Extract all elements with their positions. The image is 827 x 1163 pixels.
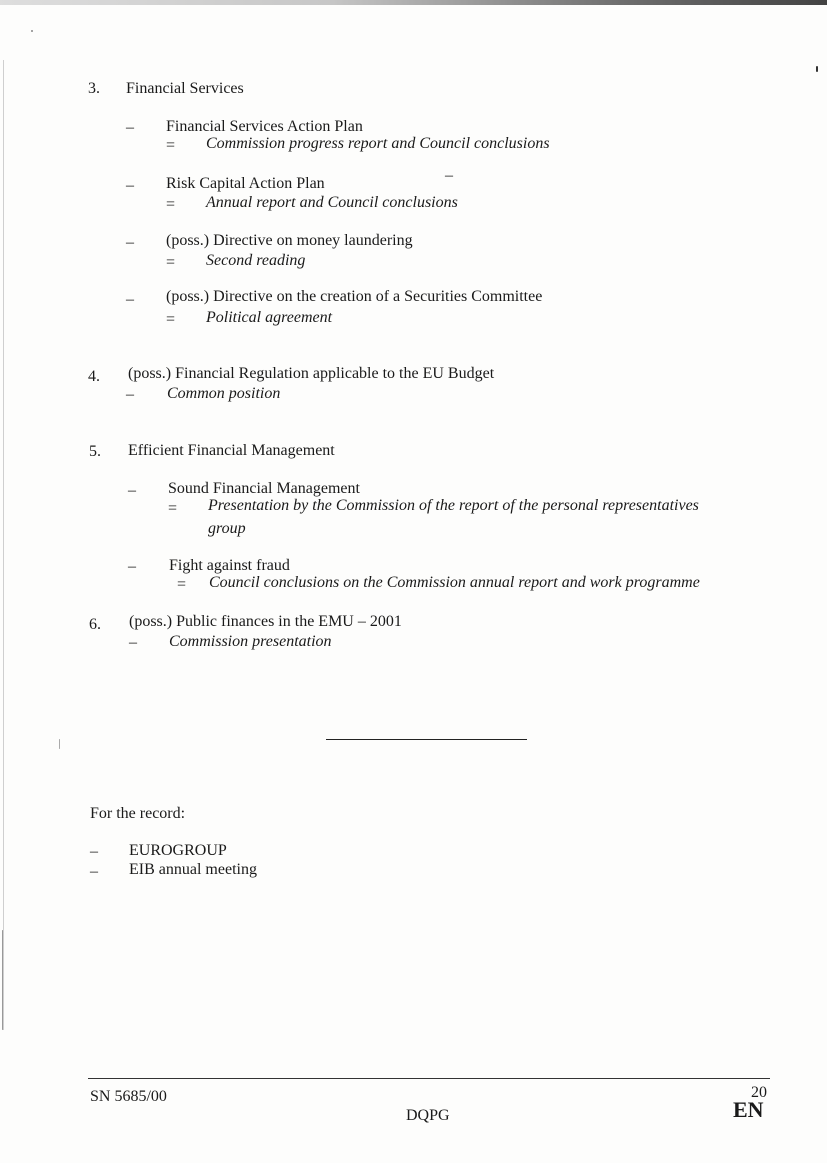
section-4-note: Common position	[167, 385, 281, 402]
footer-language: EN	[733, 1097, 764, 1122]
section-3-item-3-text: (poss.) Directive on money laundering	[166, 232, 413, 249]
section-5-item-1-note-cont: group	[208, 520, 246, 537]
footer-doc-ref: SN 5685/00	[90, 1088, 167, 1105]
section-3-item-3-bullet: –	[126, 234, 134, 251]
scan-edge-left	[3, 60, 4, 1030]
section-3-item-3-marker: =	[166, 254, 176, 271]
section-3-item-1-note: Commission progress report and Council conclusions	[206, 135, 550, 152]
section-5-item-2-note: Council conclusions on the Commission annual report and work programme	[209, 574, 700, 591]
record-item-2-bullet: –	[90, 863, 98, 880]
record-heading: For the record:	[90, 805, 186, 822]
section-3-item-2-marker: =	[166, 196, 176, 213]
section-4-number: 4.	[88, 368, 100, 385]
section-5-item-1-marker: =	[168, 500, 178, 517]
section-3-item-4-text: (poss.) Directive on the creation of a Securities Committee	[166, 288, 543, 305]
scan-speck	[816, 66, 818, 72]
section-6-number: 6.	[89, 616, 101, 633]
scan-edge-top	[0, 0, 827, 5]
section-5-item-1-bullet: –	[128, 482, 136, 499]
section-5-item-2-bullet: –	[128, 558, 136, 575]
section-3-number: 3.	[88, 80, 100, 97]
record-item-1-bullet: –	[90, 843, 98, 860]
footer-department: DQPG	[406, 1107, 450, 1124]
section-5-number: 5.	[89, 443, 101, 460]
footer-page-number: 20	[751, 1084, 767, 1101]
section-3-item-3-note: Second reading	[206, 252, 306, 269]
section-3-item-2-text: Risk Capital Action Plan	[166, 175, 325, 192]
section-4-title: (poss.) Financial Regulation applicable to the EU Budget	[128, 365, 495, 382]
section-6-bullet: –	[129, 634, 137, 651]
section-5-item-1-note: Presentation by the Commission of the report of the personal representatives	[208, 497, 699, 514]
scan-speck	[59, 739, 60, 749]
record-item-2-text: EIB annual meeting	[129, 861, 257, 878]
section-3-item-4-marker: =	[166, 311, 176, 328]
section-5-title: Efficient Financial Management	[128, 442, 335, 459]
section-3-item-1-marker: =	[166, 137, 176, 154]
section-3-item-4-bullet: –	[126, 291, 134, 308]
separator-rule	[326, 739, 527, 740]
scan-speck	[2, 930, 3, 1030]
footer-rule	[88, 1078, 770, 1079]
record-item-1-text: EUROGROUP	[129, 842, 227, 859]
section-3-item-4-note: Political agreement	[206, 309, 333, 326]
stray-mark: –	[445, 167, 453, 184]
section-3-item-1-text: Financial Services Action Plan	[166, 118, 363, 135]
section-3-item-1-bullet: –	[126, 119, 134, 136]
section-5-item-2-text: Fight against fraud	[169, 557, 290, 574]
section-3-item-2-bullet: –	[126, 177, 134, 194]
section-5-item-1-text: Sound Financial Management	[168, 480, 360, 497]
section-4-bullet: –	[126, 386, 134, 403]
section-3-item-2-note: Annual report and Council conclusions	[206, 194, 458, 211]
scan-speck	[31, 30, 33, 32]
section-3-title: Financial Services	[126, 80, 244, 97]
section-6-title: (poss.) Public finances in the EMU – 2001	[129, 613, 402, 630]
section-5-item-2-marker: =	[177, 576, 187, 593]
section-6-note: Commission presentation	[169, 633, 332, 650]
